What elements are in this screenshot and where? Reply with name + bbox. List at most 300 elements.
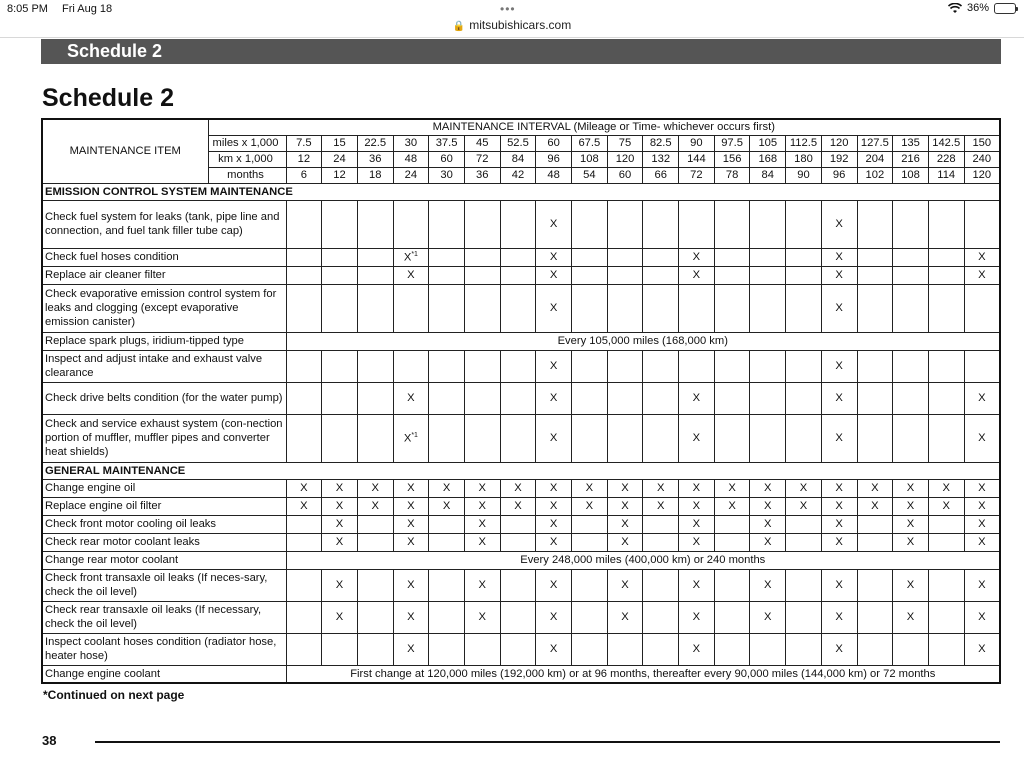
interval-mark: X: [679, 479, 715, 497]
interval-mark: X: [857, 479, 893, 497]
interval-mark: X: [821, 200, 857, 248]
interval-mark: X: [750, 533, 786, 551]
interval-cell: [643, 200, 679, 248]
interval-cell: [607, 350, 643, 382]
interval-cell: [500, 350, 536, 382]
interval-mark: X: [679, 515, 715, 533]
interval-mark: X: [679, 266, 715, 284]
interval-cell: [714, 633, 750, 665]
interval-mark: X: [322, 497, 358, 515]
interval-cell: [322, 414, 358, 462]
interval-cell: [893, 633, 929, 665]
interval-cell: [286, 633, 322, 665]
interval-mark: X: [786, 479, 822, 497]
miles-value: 142.5: [928, 135, 964, 151]
interval-cell: [643, 515, 679, 533]
interval-mark: X: [464, 479, 500, 497]
interval-cell: [750, 414, 786, 462]
interval-cell: [464, 350, 500, 382]
interval-mark: X: [393, 533, 429, 551]
interval-cell: [572, 350, 608, 382]
interval-cell: [464, 200, 500, 248]
interval-cell: [857, 601, 893, 633]
interval-mark: X: [607, 479, 643, 497]
interval-mark: X: [821, 479, 857, 497]
interval-mark: X: [893, 515, 929, 533]
maintenance-item: Change engine oil: [42, 479, 286, 497]
interval-mark: X: [464, 601, 500, 633]
status-time: 8:05 PM: [7, 3, 48, 15]
interval-cell: [429, 414, 465, 462]
interval-cell: [750, 248, 786, 266]
months-value: 48: [536, 167, 572, 183]
miles-value: 97.5: [714, 135, 750, 151]
interval-cell: [500, 200, 536, 248]
interval-mark: X: [893, 497, 929, 515]
interval-mark: X: [536, 200, 572, 248]
miles-value: 82.5: [643, 135, 679, 151]
interval-cell: [500, 533, 536, 551]
interval-cell: [464, 266, 500, 284]
interval-mark: X: [821, 284, 857, 332]
interval-cell: [786, 266, 822, 284]
km-value: 108: [572, 151, 608, 167]
interval-cell: [857, 266, 893, 284]
miles-value: 120: [821, 135, 857, 151]
interval-cell: [286, 601, 322, 633]
interval-cell: [572, 382, 608, 414]
maintenance-interval-header: MAINTENANCE INTERVAL (Mileage or Time- whichever occurs first): [208, 119, 1000, 135]
page-number: 38: [42, 733, 57, 748]
interval-cell: [572, 248, 608, 266]
months-label: months: [208, 167, 286, 183]
km-value: 84: [500, 151, 536, 167]
interval-cell: [928, 601, 964, 633]
interval-cell: [857, 200, 893, 248]
battery-percent: 36%: [966, 2, 989, 14]
km-value: 156: [714, 151, 750, 167]
km-value: 132: [643, 151, 679, 167]
interval-cell: [393, 350, 429, 382]
maintenance-item: Check rear motor coolant leaks: [42, 533, 286, 551]
km-value: 36: [357, 151, 393, 167]
interval-cell: [750, 633, 786, 665]
url-text: mitsubishicars.com: [469, 18, 572, 32]
interval-mark: X: [393, 515, 429, 533]
interval-cell: [500, 382, 536, 414]
interval-cell: [928, 200, 964, 248]
interval-mark: X: [536, 533, 572, 551]
interval-cell: [429, 382, 465, 414]
interval-mark: X: [964, 515, 1000, 533]
maintenance-item: Check and service exhaust system (con-nection portion of muffler, muffler pipes and converter heat shields): [42, 414, 286, 462]
table-row: [42, 533, 1000, 551]
interval-cell: [750, 200, 786, 248]
interval-mark: X: [286, 479, 322, 497]
months-value: 42: [500, 167, 536, 183]
interval-cell: [786, 382, 822, 414]
interval-cell: [357, 515, 393, 533]
miles-value: 7.5: [286, 135, 322, 151]
interval-cell: [500, 515, 536, 533]
interval-cell: [464, 382, 500, 414]
interval-cell: [714, 533, 750, 551]
interval-mark: X: [643, 479, 679, 497]
km-value: 72: [464, 151, 500, 167]
section-heading: GENERAL MAINTENANCE: [42, 462, 1000, 479]
km-value: 24: [322, 151, 358, 167]
interval-cell: [429, 569, 465, 601]
interval-mark: X: [821, 601, 857, 633]
interval-cell: [643, 633, 679, 665]
miles-value: 112.5: [786, 135, 822, 151]
interval-mark: X: [964, 533, 1000, 551]
miles-value: 150: [964, 135, 1000, 151]
interval-mark: X: [679, 601, 715, 633]
interval-cell: [572, 515, 608, 533]
interval-mark: X: [536, 515, 572, 533]
interval-mark: X: [357, 479, 393, 497]
months-value: 120: [964, 167, 1000, 183]
table-row: [42, 551, 1000, 569]
miles-value: 105: [750, 135, 786, 151]
interval-cell: [500, 601, 536, 633]
status-indicators: [948, 2, 1016, 14]
miles-value: 60: [536, 135, 572, 151]
interval-cell: [464, 414, 500, 462]
interval-cell: [500, 284, 536, 332]
interval-cell: [286, 350, 322, 382]
miles-value: 15: [322, 135, 358, 151]
interval-mark: X: [964, 414, 1000, 462]
interval-mark: X: [393, 569, 429, 601]
interval-cell: [357, 200, 393, 248]
interval-cell: [786, 248, 822, 266]
interval-mark: X: [893, 533, 929, 551]
interval-cell: [893, 266, 929, 284]
interval-cell: [928, 266, 964, 284]
interval-cell: [714, 601, 750, 633]
page-title: Schedule 2: [42, 84, 174, 112]
interval-cell: [643, 382, 679, 414]
interval-mark: X: [536, 248, 572, 266]
interval-cell: [928, 284, 964, 332]
interval-cell: [714, 515, 750, 533]
interval-cell: [357, 266, 393, 284]
interval-mark: X: [393, 266, 429, 284]
interval-cell: [857, 533, 893, 551]
km-value: 216: [893, 151, 929, 167]
months-value: 96: [821, 167, 857, 183]
interval-cell: [893, 414, 929, 462]
interval-mark: $X^{*1}$: [393, 414, 429, 462]
interval-cell: [322, 266, 358, 284]
interval-cell: [322, 633, 358, 665]
footnote: *Continued on next page: [43, 688, 185, 702]
interval-cell: [607, 382, 643, 414]
url-bar[interactable]: [0, 18, 1024, 36]
interval-cell: [607, 633, 643, 665]
interval-cell: [928, 633, 964, 665]
interval-mark: X: [607, 497, 643, 515]
months-value: 90: [786, 167, 822, 183]
interval-mark: X: [464, 497, 500, 515]
status-date: Fri Aug 18: [62, 3, 113, 15]
interval-cell: [357, 414, 393, 462]
table-row: [42, 200, 1000, 248]
interval-mark: X: [821, 515, 857, 533]
interval-cell: [750, 350, 786, 382]
interval-cell: [357, 284, 393, 332]
interval-cell: [357, 533, 393, 551]
interval-cell: [714, 382, 750, 414]
interval-cell: [500, 569, 536, 601]
interval-cell: [893, 382, 929, 414]
interval-mark: X: [679, 382, 715, 414]
table-row: [42, 497, 1000, 515]
interval-mark: X: [964, 479, 1000, 497]
interval-cell: [286, 248, 322, 266]
table-row: [42, 284, 1000, 332]
interval-cell: [893, 350, 929, 382]
interval-cell: [714, 569, 750, 601]
maintenance-item: Change engine coolant: [42, 665, 286, 683]
maintenance-item: Replace spark plugs, iridium-tipped type: [42, 332, 286, 350]
km-value: 60: [429, 151, 465, 167]
interval-mark: X: [607, 569, 643, 601]
miles-value: 30: [393, 135, 429, 151]
interval-cell: [286, 200, 322, 248]
interval-mark: X: [821, 350, 857, 382]
interval-cell: [572, 414, 608, 462]
interval-cell: [429, 533, 465, 551]
interval-mark: X: [821, 266, 857, 284]
table-row: [42, 601, 1000, 633]
interval-cell: [429, 200, 465, 248]
interval-cell: [643, 569, 679, 601]
maintenance-item: Check fuel hoses condition: [42, 248, 286, 266]
interval-cell: [786, 515, 822, 533]
interval-cell: [893, 248, 929, 266]
km-value: 180: [786, 151, 822, 167]
interval-cell: [643, 601, 679, 633]
interval-cell: [357, 350, 393, 382]
interval-cell: [357, 382, 393, 414]
table-row: [42, 515, 1000, 533]
interval-cell: [714, 200, 750, 248]
interval-note: First change at 120,000 miles (192,000 km) or at 96 months, thereafter every 90,000 miles (144,000 km) or 72 months: [286, 665, 1000, 683]
months-value: 54: [572, 167, 608, 183]
interval-cell: [786, 414, 822, 462]
interval-mark: X: [893, 479, 929, 497]
interval-cell: [429, 601, 465, 633]
interval-cell: [857, 515, 893, 533]
interval-mark: X: [500, 479, 536, 497]
interval-note: Every 248,000 miles (400,000 km) or 240 months: [286, 551, 1000, 569]
km-value: 120: [607, 151, 643, 167]
interval-cell: [643, 533, 679, 551]
interval-cell: [464, 633, 500, 665]
section-heading: EMISSION CONTROL SYSTEM MAINTENANCE: [42, 183, 1000, 200]
interval-cell: [786, 601, 822, 633]
miles-value: 127.5: [857, 135, 893, 151]
interval-cell: [893, 200, 929, 248]
months-value: 30: [429, 167, 465, 183]
footnote-ref: *1: [411, 250, 418, 258]
interval-mark: X: [536, 414, 572, 462]
interval-cell: [857, 414, 893, 462]
maintenance-item: Inspect and adjust intake and exhaust valve clearance: [42, 350, 286, 382]
interval-cell: [286, 515, 322, 533]
interval-cell: [286, 382, 322, 414]
table-row: [42, 332, 1000, 350]
maintenance-item: Check front motor cooling oil leaks: [42, 515, 286, 533]
interval-cell: [572, 633, 608, 665]
interval-cell: [786, 200, 822, 248]
interval-cell: [429, 266, 465, 284]
interval-mark: X: [750, 569, 786, 601]
interval-mark: X: [964, 569, 1000, 601]
interval-mark: X: [964, 382, 1000, 414]
tab-dots-icon[interactable]: •••: [500, 2, 516, 16]
interval-cell: [607, 200, 643, 248]
interval-mark: X: [964, 497, 1000, 515]
interval-mark: X: [714, 497, 750, 515]
interval-mark: X: [821, 533, 857, 551]
interval-cell: [679, 200, 715, 248]
months-value: 24: [393, 167, 429, 183]
interval-mark: X: [393, 633, 429, 665]
km-value: 48: [393, 151, 429, 167]
interval-cell: [643, 414, 679, 462]
interval-cell: [572, 601, 608, 633]
interval-cell: [572, 200, 608, 248]
miles-value: 75: [607, 135, 643, 151]
interval-cell: [607, 414, 643, 462]
interval-cell: [786, 350, 822, 382]
miles-value: 22.5: [357, 135, 393, 151]
interval-cell: [357, 569, 393, 601]
interval-note: Every 105,000 miles (168,000 km): [286, 332, 1000, 350]
footer-rule: [95, 741, 1000, 743]
interval-cell: [714, 350, 750, 382]
lock-icon: 🔒: [452, 21, 466, 32]
interval-cell: [857, 350, 893, 382]
battery-icon: [994, 3, 1016, 14]
maintenance-item: Replace engine oil filter: [42, 497, 286, 515]
interval-cell: [750, 266, 786, 284]
table-row: [42, 414, 1000, 462]
interval-mark: X: [964, 248, 1000, 266]
interval-mark: X: [322, 569, 358, 601]
table-row: [42, 479, 1000, 497]
interval-cell: [429, 350, 465, 382]
interval-mark: X: [893, 569, 929, 601]
interval-cell: [928, 515, 964, 533]
interval-mark: X: [536, 266, 572, 284]
interval-cell: [786, 569, 822, 601]
miles-label: miles x 1,000: [208, 135, 286, 151]
interval-mark: X: [536, 479, 572, 497]
interval-cell: [393, 200, 429, 248]
interval-mark: X: [607, 515, 643, 533]
maintenance-item: Check fuel system for leaks (tank, pipe line and connection, and fuel tank filler tube cap): [42, 200, 286, 248]
interval-mark: X: [679, 633, 715, 665]
interval-cell: [500, 414, 536, 462]
interval-mark: X: [821, 382, 857, 414]
wifi-icon: [948, 3, 962, 14]
interval-cell: [750, 284, 786, 332]
interval-mark: X: [964, 266, 1000, 284]
interval-cell: [322, 200, 358, 248]
interval-cell: [322, 284, 358, 332]
interval-cell: [750, 382, 786, 414]
km-value: 96: [536, 151, 572, 167]
interval-cell: [464, 248, 500, 266]
months-value: 66: [643, 167, 679, 183]
interval-mark: X: [536, 633, 572, 665]
footnote-ref: *1: [411, 431, 418, 439]
interval-mark: X: [322, 515, 358, 533]
km-label: km x 1,000: [208, 151, 286, 167]
status-bar: [0, 0, 1024, 18]
browser-divider: [0, 37, 1024, 38]
interval-mark: X: [464, 569, 500, 601]
maintenance-item-header: MAINTENANCE ITEM: [42, 119, 208, 183]
interval-mark: X: [821, 569, 857, 601]
interval-mark: X: [572, 479, 608, 497]
interval-mark: X: [750, 479, 786, 497]
table-row: [42, 350, 1000, 382]
interval-cell: [357, 248, 393, 266]
interval-mark: X: [536, 284, 572, 332]
interval-mark: X: [786, 497, 822, 515]
interval-cell: [928, 569, 964, 601]
interval-cell: [572, 266, 608, 284]
interval-cell: [607, 248, 643, 266]
interval-cell: [857, 284, 893, 332]
interval-mark: X: [393, 497, 429, 515]
interval-mark: X: [821, 497, 857, 515]
interval-mark: X: [322, 533, 358, 551]
interval-cell: [643, 266, 679, 284]
maintenance-item: Check evaporative emission control system for leaks and clogging (except evaporative emission canister): [42, 284, 286, 332]
interval-cell: [286, 414, 322, 462]
interval-cell: [679, 284, 715, 332]
km-value: 228: [928, 151, 964, 167]
months-value: 6: [286, 167, 322, 183]
months-value: 84: [750, 167, 786, 183]
interval-mark: X: [357, 497, 393, 515]
km-value: 168: [750, 151, 786, 167]
interval-cell: [928, 382, 964, 414]
interval-mark: X: [643, 497, 679, 515]
miles-value: 90: [679, 135, 715, 151]
maintenance-item: Check drive belts condition (for the water pump): [42, 382, 286, 414]
section-band: Schedule 2: [41, 39, 1001, 64]
interval-cell: [572, 533, 608, 551]
months-value: 18: [357, 167, 393, 183]
interval-cell: [786, 284, 822, 332]
interval-mark: X: [821, 248, 857, 266]
maintenance-item: Check front transaxle oil leaks (If neces-sary, check the oil level): [42, 569, 286, 601]
interval-cell: [786, 633, 822, 665]
interval-cell: [429, 633, 465, 665]
interval-cell: [714, 266, 750, 284]
km-value: 12: [286, 151, 322, 167]
km-value: 192: [821, 151, 857, 167]
interval-cell: [857, 569, 893, 601]
